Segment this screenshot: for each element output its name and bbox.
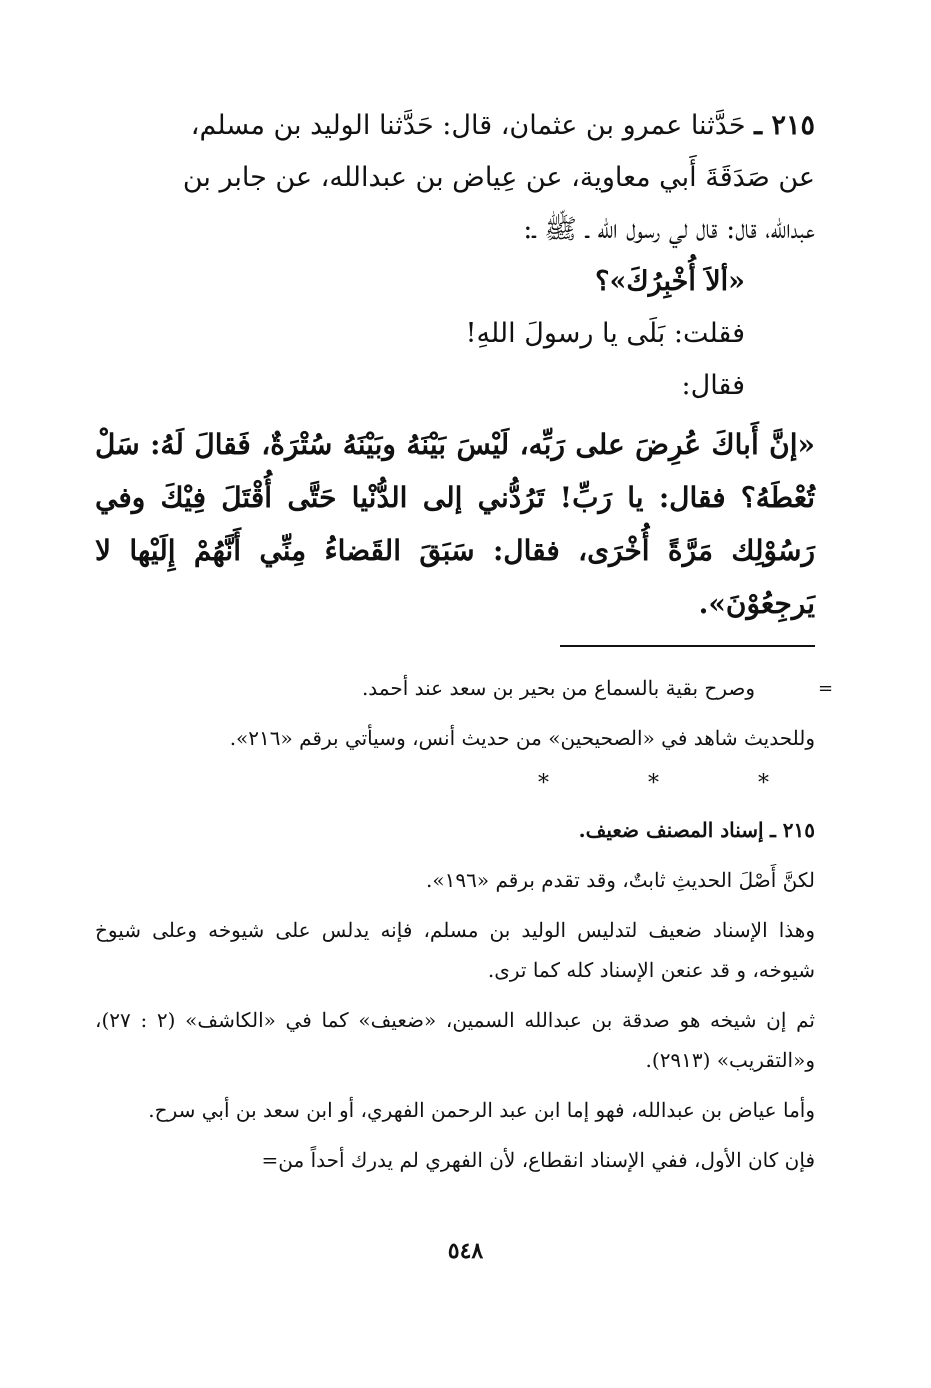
isnad-line-2: عن صَدَقَةَ أَبي معاوية، عن عِياض بن عبدالله، عن جابر بن (182, 162, 815, 193)
footnote-prev-line-2: وللحديث شاهد في «الصحيحين» من حديث أنس، وسيأتي برقم «٢١٦». (229, 726, 815, 750)
footnote-heading (95, 810, 815, 850)
footnote-number: ٢١٥ ـ (769, 818, 815, 842)
footnote-prev-line-1: وصرح بقية بالسماع من بحير بن سعد عند أحمد. (361, 676, 755, 700)
footnote-paragraph-1: لكنَّ أَصْلَ الحديثِ ثابتٌ، وقد تقدم برقم «١٩٦». (426, 868, 815, 892)
footnote-heading-text: إسناد المصنف ضعيف. (578, 818, 764, 842)
question-line: «ألاَ أُخْبِرُكَ»؟ (595, 266, 745, 297)
said-line: فقال: (681, 370, 745, 401)
footnotes-block (95, 668, 815, 1190)
hadith-matn: «إنَّ أَباكَ عُرِضَ على رَبِّه، لَيْسَ بَيْنَهُ وبَيْنَهُ سُتْرَةٌ، فَقالَ لَهُ: سَلْ تُعْطَهُ؟ فقال: يا رَبِّ! تَرُدُّني إلى الدُّنْيا حَتَّى أُقْتَلَ فِيْكَ وفي رَسُوْلِك مَرَّةً أُخْرَى، فقال: سَبَقَ القَضاءُ مِنِّي أَنَّهُمْ إِلَيْها لا يَرجِعُوْنَ». (95, 428, 815, 620)
isnad-line-3: عبدالله، قال: قال لي رسول الله ـ ﷺ ـ: (523, 214, 815, 245)
footnote-paragraph-2: وهذا الإسناد ضعيف لتدليس الوليد بن مسلم، فإنه يدلس على شيوخه وعلى شيوخ شيوخه، و قد عنعن الإسناد كله كما ترى. (95, 918, 815, 982)
hadith-number: ٢١٥ ـ (754, 110, 815, 141)
reply-line: فقلت: بَلَى يا رسولَ اللهِ! (465, 318, 745, 349)
footnote-paragraph-5: فإن كان الأول، ففي الإسناد انقطاع، لأن الفهري لم يدرك أحداً من= (261, 1148, 815, 1172)
main-text-block (95, 100, 815, 630)
continuation-mark: = (818, 678, 834, 699)
page-number: ٥٤٨ (447, 1238, 484, 1264)
isnad-text-1: حَدَّثنا عمرو بن عثمان، قال: حَدَّثنا الوليد بن مسلم، (190, 110, 746, 141)
isnad-line-1 (95, 100, 815, 152)
hadith-body (95, 100, 815, 412)
section-separator-stars: * * * (538, 771, 815, 796)
footnote-paragraph-3: ثم إن شيخه هو صدقة بن عبدالله السمين، «ضعيف» كما في «الكاشف» (٢ : ٢٧)، و«التقريب» (٢٩١٣). (95, 1008, 816, 1072)
footnote-divider (560, 645, 815, 647)
footnote-paragraph-4: وأما عياض بن عبدالله، فهو إما ابن عبد الرحمن الفهري، أو ابن سعد بن أبي سرح. (148, 1098, 815, 1122)
